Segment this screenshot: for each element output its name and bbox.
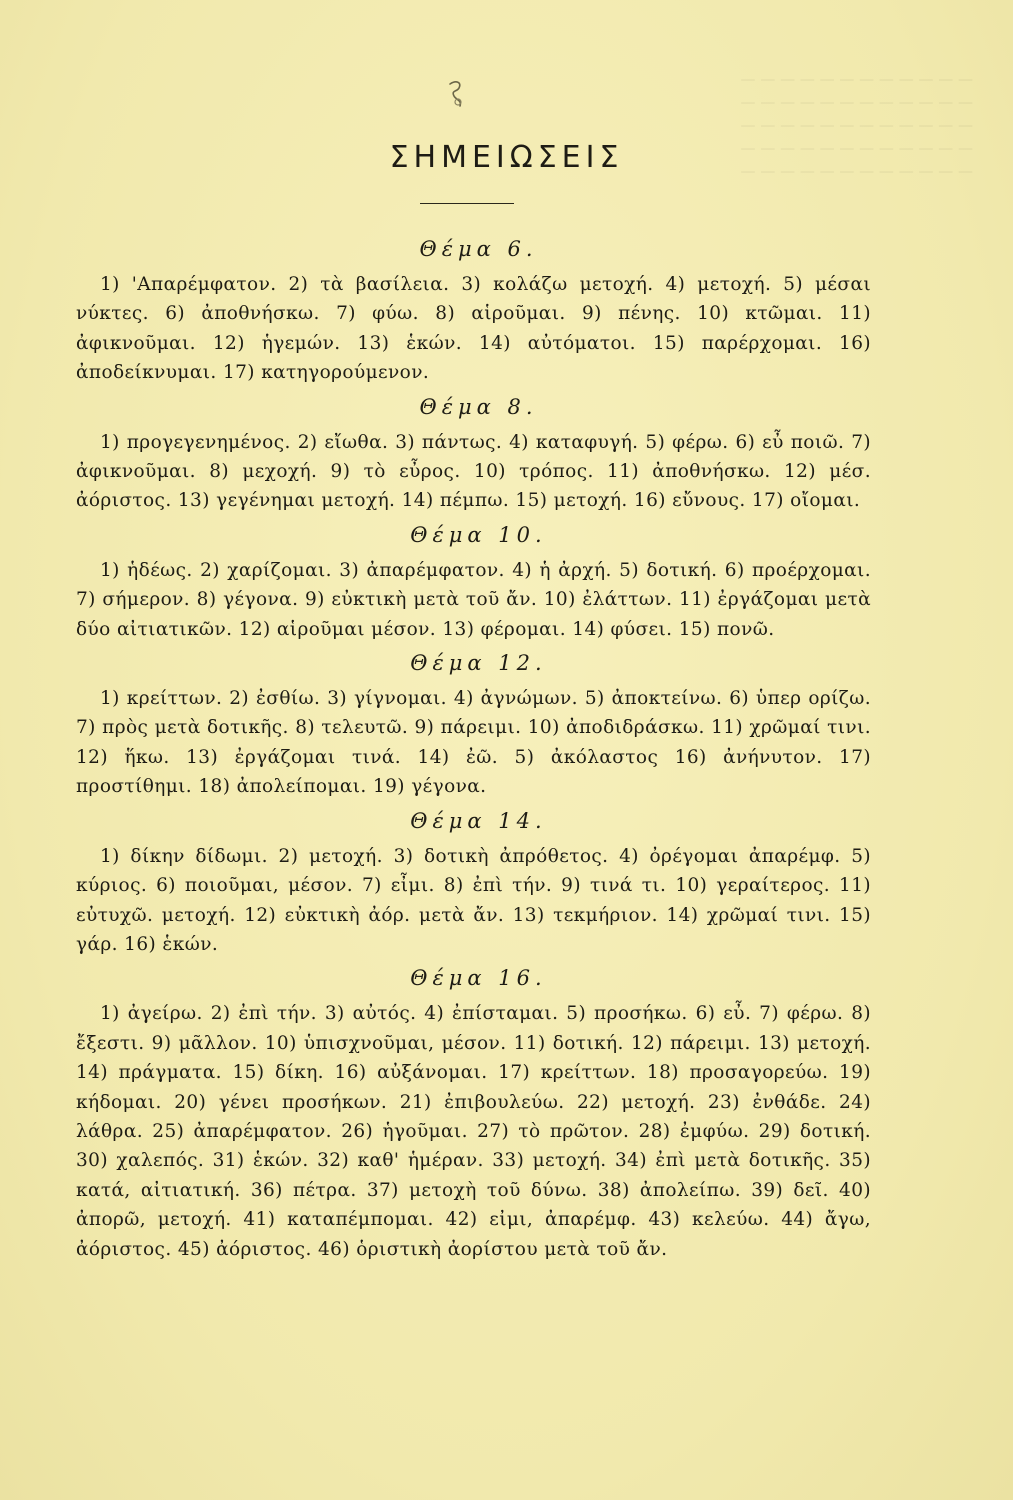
title-divider [420, 203, 514, 204]
section-text: 1) 'Απαρέμφατον. 2) τὰ βασίλεια. 3) κολάζω μετοχή. 4) μετοχή. 5) μέσαι νύκτες. 6) ἀποθνήσκω. 7) φύω. 8) αἱροῦμαι. 9) πένης. 10) κτῶμαι. 11) ἀφικνοῦμαι. 12) ἡγεμών. 13) ἑκών. 14) αὐτόματοι. 15) παρέρχομαι. 16) ἀποδείκνυμαι. 17) κατηγορούμενον. [76, 274, 871, 384]
section-title: Θέμα 6. [419, 237, 538, 261]
section-title: Θέμα 14. [410, 808, 547, 833]
section-title: Θέμα 10. [410, 522, 547, 547]
section-title: Θέμα 12. [410, 651, 547, 676]
stamp-mark-icon [442, 78, 472, 112]
section-title: Θέμα 8. [419, 394, 538, 419]
page-title: ΣΗΜΕΙΩΣΕΙΣ [389, 140, 624, 175]
section-text: 1) κρείττων. 2) ἐσθίω. 3) γίγνομαι. 4) ἀγνώμων. 5) ἀποκτείνω. 6) ὑπερ ορίζω. 7) πρὸς μετὰ δοτικῆς. 8) τελευτῶ. 9) πάρειμι. 10) ἀποδιδράσκω. 11) χρῶμαί τινι. 12) ἥκω. 13) ἐργάζομαι τινά. 14) ἐῶ. 5) ἀκόλαστος 16) ἀνήνυτον. 17) προστίθημι. 18) ἀπολείπομαι. 19) γέγονα. [76, 688, 871, 798]
notes-content [76, 230, 871, 1268]
section-text: 1) ἀγείρω. 2) ἐπὶ τήν. 3) αὐτός. 4) ἐπίσταμαι. 5) προσήκω. 6) εὖ. 7) φέρω. 8) ἔξεστι. 9) μᾶλλον. 10) ὑπισχνοῦμαι, μέσον. 11) δοτική. 12) πάρειμι. 13) μετοχή. 14) πράγματα. 15) δίκη. 16) αὐξάνομαι. 17) κρείττων. 18) προσαγορεύω. 19) κήδομαι. 20) γένει προσήκων. 21) ἐπιβουλεύω. 22) μετοχή. 23) ἐνθάδε. 24) λάθρα. 25) ἀπαρέμφατον. 26) ἡγοῦμαι. 27) τὸ πρῶτον. 28) ἐμφύω. 29) δοτική. 30) χαλεπός. 31) ἑκών. 32) καθ' ἡμέραν. 33) μετοχή. 34) ἐπὶ μετὰ δοτικῆς. 35) κατά, αἰτιατική. 36) πέτρα. 37) μετοχὴ τοῦ δύνω. 38) ἀπολείπω. 39) δεῖ. 40) ἀπορῶ, μετοχή. 41) καταπέμπομαι. 42) εἰμι, ἀπαρέμφ. 43) κελεύω. 44) ἄγω, ἀόριστος. 45) ἀόριστος. 46) ὁριστικὴ ἀορίστου μετὰ τοῦ ἄν. [76, 1003, 871, 1260]
bleed-through-text: — — — — — — — — — — — — — — — — — — — — — — — — — — — — — — — — — — — — — — — — — — — — — — — — — — — — — — — — — — — — [740, 70, 973, 180]
section-text: 1) δίκην δίδωμι. 2) μετοχή. 3) δοτικὴ ἀπρόθετος. 4) ὀρέγομαι ἀπαρέμφ. 5) κύριος. 6) ποιοῦμαι, μέσον. 7) εἶμι. 8) ἐπὶ τήν. 9) τινά τι. 10) γεραίτερος. 11) εὐτυχῶ. μετοχή. 12) εὐκτικὴ ἀόρ. μετὰ ἄν. 13) τεκμήριον. 14) χρῶμαί τινι. 15) γάρ. 16) ἑκών. [76, 845, 871, 955]
section-text: 1) προγεγενημένος. 2) εἴωθα. 3) πάντως. 4) καταφυγή. 5) φέρω. 6) εὖ ποιῶ. 7) ἀφικνοῦμαι. 8) μεχοχή. 9) τὸ εὖρος. 10) τρόπος. 11) ἀποθνήσκω. 12) μέσ. ἀόριστος. 13) γεγένημαι μετοχή. 14) πέμπω. 15) μετοχή. 16) εὔνους. 17) οἴομαι. [76, 431, 871, 512]
section-title: Θέμα 16. [410, 966, 547, 991]
section-text: 1) ἡδέως. 2) χαρίζομαι. 3) ἀπαρέμφατον. 4) ἡ ἀρχή. 5) δοτική. 6) προέρχομαι. 7) σήμερον. 8) γέγονα. 9) εὐκτικὴ μετὰ τοῦ ἄν. 10) ἐλάττων. 11) ἐργάζομαι μετὰ δύο αἰτιατικῶν. 12) αἱροῦμαι μέσον. 13) φέρομαι. 14) φύσει. 15) πονῶ. [76, 559, 871, 640]
